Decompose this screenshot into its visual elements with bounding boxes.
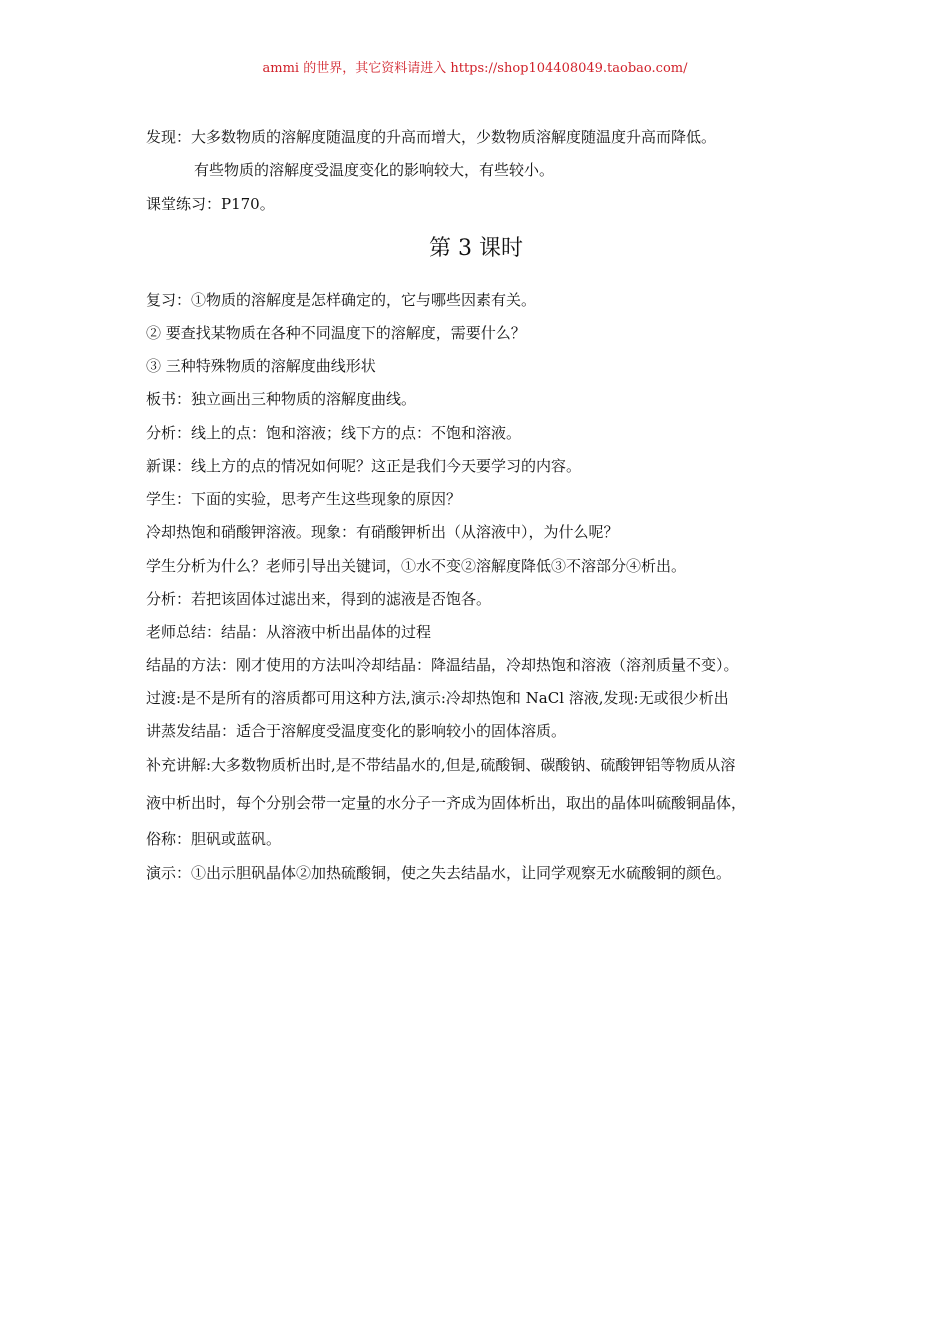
body-line-2: ② 要查找某物质在各种不同温度下的溶解度，需要什么？: [146, 324, 526, 342]
body-line-5: 分析：线上的点：饱和溶液；线下方的点：不饱和溶液。: [146, 424, 522, 442]
body-line-6: 新课：线上方的点的情况如何呢？这正是我们今天要学习的内容。: [146, 457, 582, 475]
intro-line-3: 课堂练习：P170。: [146, 195, 275, 213]
body-line-12: 结晶的方法：刚才使用的方法叫冷却结晶：降温结晶，冷却热饱和溶液（溶剂质量不变）。: [146, 656, 739, 674]
body-line-7: 学生：下面的实验，思考产生这些现象的原因？: [146, 490, 462, 508]
body-line-9: 学生分析为什么？老师引导出关键词，①水不变②溶解度降低③不溶部分④析出。: [146, 557, 687, 575]
body-line-1: 复习：①物质的溶解度是怎样确定的，它与哪些因素有关。: [146, 291, 537, 309]
intro-line-2: 有些物质的溶解度受温度变化的影响较大，有些较小。: [194, 161, 555, 179]
body-line-8: 冷却热饱和硝酸钾溶液。现象：有硝酸钾析出（从溶液中），为什么呢？: [146, 523, 619, 541]
body-line-18: 演示：①出示胆矾晶体②加热硫酸铜，使之失去结晶水，让同学观察无水硫酸铜的颜色。: [146, 864, 732, 882]
body-line-14: 讲蒸发结晶：适合于溶解度受温度变化的影响较小的固体溶质。: [146, 722, 567, 740]
body-line-13: 过渡:是不是所有的溶质都可用这种方法,演示:冷却热饱和 NaCl 溶液,发现:无或很少析出: [146, 689, 729, 707]
body-line-16: 液中析出时，每个分别会带一定量的水分子一齐成为固体析出，取出的晶体叫硫酸铜晶体，: [146, 794, 747, 812]
section-title: 第 3 课时: [429, 236, 523, 261]
body-line-3: ③ 三种特殊物质的溶解度曲线形状: [146, 357, 376, 375]
intro-line-1: 发现：大多数物质的溶解度随温度的升高而增大，少数物质溶解度随温度升高而降低。: [146, 128, 717, 146]
body-line-10: 分析：若把该固体过滤出来，得到的滤液是否饱各。: [146, 590, 492, 608]
header-watermark: ammi 的世界，其它资料请进入 https://shop104408049.taobao.com/: [262, 61, 688, 76]
body-line-17: 俗称：胆矾或蓝矾。: [146, 830, 282, 848]
body-line-15: 补充讲解:大多数物质析出时,是不带结晶水的,但是,硫酸铜、碳酸钠、硫酸钾铝等物质从溶: [146, 756, 736, 774]
body-line-4: 板书：独立画出三种物质的溶解度曲线。: [146, 390, 417, 408]
body-line-11: 老师总结：结晶：从溶液中析出晶体的过程: [146, 623, 432, 641]
